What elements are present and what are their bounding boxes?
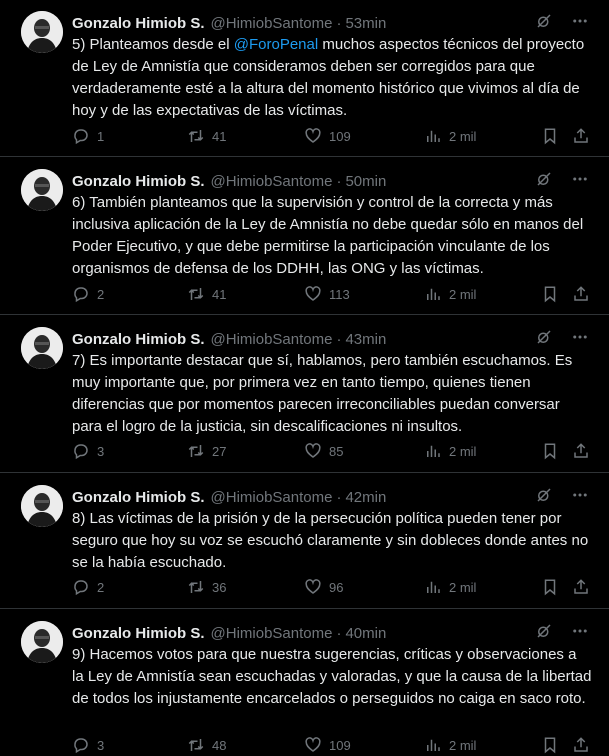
author-handle[interactable]: @HimiobSantome bbox=[210, 488, 333, 506]
timestamp[interactable]: 50min bbox=[345, 172, 387, 190]
like-icon bbox=[304, 736, 322, 754]
author-handle[interactable]: @HimiobSantome bbox=[210, 330, 333, 348]
bookmark-icon bbox=[541, 736, 559, 754]
separator-dot: · bbox=[336, 172, 342, 190]
repost-button[interactable] bbox=[187, 442, 226, 460]
like-button[interactable] bbox=[304, 578, 343, 596]
tweet[interactable] bbox=[0, 474, 609, 609]
tweet-header bbox=[72, 622, 589, 644]
like-count: 109 bbox=[329, 128, 351, 144]
share-button[interactable] bbox=[572, 578, 590, 596]
tweet-text bbox=[72, 192, 592, 280]
action-bar bbox=[72, 125, 589, 147]
like-icon bbox=[304, 127, 322, 145]
views-count: 2 mil bbox=[449, 443, 477, 459]
views-count: 2 mil bbox=[449, 128, 477, 144]
repost-button[interactable] bbox=[187, 578, 226, 596]
tweet-text-part: 7) Es importante destacar que sí, hablamos, pero también escuchamos. Es muy importante que, por primera vez en tanto tiempo, quienes tienen diferencias que por momentos parecen irreconciliables puedan conversar para el logro de la justicia, sin descalificaciones ni insultos. bbox=[72, 352, 573, 435]
timestamp[interactable]: 42min bbox=[345, 488, 387, 506]
avatar[interactable] bbox=[21, 485, 63, 527]
reply-icon bbox=[72, 736, 90, 754]
bookmark-button[interactable] bbox=[541, 442, 559, 460]
author-handle[interactable]: @HimiobSantome bbox=[210, 624, 333, 642]
like-button[interactable] bbox=[304, 285, 350, 303]
repost-icon bbox=[187, 736, 205, 754]
reply-count: 1 bbox=[97, 128, 105, 144]
tweet-text-part: muchos aspectos técnicos del proyecto de Ley de Amnistía que consideramos deben ser corregidos para que verdaderamente esté a la altura del momento histórico que vivimos al día de hoy y de las expectativas de las víctimas. bbox=[72, 36, 585, 119]
mention-link[interactable]: @ForoPenal bbox=[233, 36, 319, 53]
reply-count: 2 bbox=[97, 579, 105, 595]
like-button[interactable] bbox=[304, 442, 343, 460]
tweet-header bbox=[72, 328, 589, 350]
tweet[interactable] bbox=[0, 316, 609, 473]
views-button[interactable] bbox=[424, 442, 476, 460]
tweet-text-part: 8) Las víctimas de la prisión y de la persecución política pueden tener por seguro que hoy su voz se escuchó claramente y sin dobleces donde antes no se la había escuchado. bbox=[72, 510, 589, 571]
like-count: 85 bbox=[329, 443, 344, 459]
more-icon[interactable] bbox=[571, 328, 589, 350]
avatar[interactable] bbox=[21, 169, 63, 211]
like-count: 113 bbox=[329, 286, 350, 302]
grok-icon[interactable] bbox=[535, 486, 553, 508]
repost-count: 27 bbox=[212, 443, 227, 459]
more-icon[interactable] bbox=[571, 12, 589, 34]
views-button[interactable] bbox=[424, 578, 476, 596]
bookmark-button[interactable] bbox=[541, 127, 559, 145]
views-button[interactable] bbox=[424, 736, 476, 754]
author-name[interactable]: Gonzalo Himiob S. bbox=[72, 14, 205, 32]
timestamp[interactable]: 43min bbox=[345, 330, 387, 348]
repost-button[interactable] bbox=[187, 285, 226, 303]
repost-button[interactable] bbox=[187, 127, 226, 145]
author-name[interactable]: Gonzalo Himiob S. bbox=[72, 624, 205, 642]
views-button[interactable] bbox=[424, 127, 476, 145]
avatar[interactable] bbox=[21, 11, 63, 53]
views-icon bbox=[424, 736, 442, 754]
repost-count: 41 bbox=[212, 128, 227, 144]
action-bar bbox=[72, 440, 589, 462]
like-count: 96 bbox=[329, 579, 344, 595]
tweet-text-part: 9) Hacemos votos para que nuestra sugerencias, críticas y observaciones a la Ley de Amnistía sean escuchadas y valoradas, y que la causa de la libertad de todos los injustamente encarcelados o perseguidos no caiga en saco roto. bbox=[72, 646, 592, 707]
share-icon bbox=[572, 285, 590, 303]
views-icon bbox=[424, 285, 442, 303]
grok-icon[interactable] bbox=[535, 328, 553, 350]
reply-count: 2 bbox=[97, 286, 105, 302]
share-button[interactable] bbox=[572, 127, 590, 145]
bookmark-icon bbox=[541, 442, 559, 460]
tweet[interactable] bbox=[0, 0, 609, 157]
separator-dot: · bbox=[336, 488, 342, 506]
share-icon bbox=[572, 736, 590, 754]
reply-button[interactable] bbox=[72, 442, 104, 460]
share-button[interactable] bbox=[572, 736, 590, 754]
tweet-text-part: 5) Planteamos desde el bbox=[72, 36, 234, 53]
separator-dot: · bbox=[336, 330, 342, 348]
like-icon bbox=[304, 578, 322, 596]
repost-icon bbox=[187, 127, 205, 145]
repost-count: 36 bbox=[212, 579, 227, 595]
tweet-text bbox=[72, 508, 592, 574]
like-icon bbox=[304, 285, 322, 303]
action-bar bbox=[72, 576, 589, 598]
reply-count: 3 bbox=[97, 443, 105, 459]
tweet-text-part: 6) También planteamos que la supervisión y control de la correcta y más inclusiva aplicación de la Ley de Amnistía no debe quedar sólo en manos del Poder Ejecutivo, y que debe permitirse la participación vinculante de los organismos de defensa de los DDHH, las ONG y las víctimas. bbox=[72, 194, 584, 277]
tweet[interactable] bbox=[0, 158, 609, 315]
separator-dot: · bbox=[336, 14, 342, 32]
share-icon bbox=[572, 442, 590, 460]
author-name[interactable]: Gonzalo Himiob S. bbox=[72, 172, 205, 190]
separator-dot: · bbox=[336, 624, 342, 642]
like-count: 109 bbox=[329, 737, 351, 753]
tweet-text bbox=[72, 350, 592, 438]
share-button[interactable] bbox=[572, 285, 590, 303]
like-icon bbox=[304, 442, 322, 460]
reply-button[interactable] bbox=[72, 736, 104, 754]
grok-icon[interactable] bbox=[535, 170, 553, 192]
reply-icon bbox=[72, 127, 90, 145]
like-button[interactable] bbox=[304, 127, 351, 145]
action-bar bbox=[72, 283, 589, 305]
share-icon bbox=[572, 127, 590, 145]
grok-icon[interactable] bbox=[535, 12, 553, 34]
views-count: 2 mil bbox=[449, 286, 477, 302]
repost-icon bbox=[187, 285, 205, 303]
author-handle[interactable]: @HimiobSantome bbox=[210, 14, 333, 32]
reply-count: 3 bbox=[97, 737, 105, 753]
author-handle[interactable]: @HimiobSantome bbox=[210, 172, 333, 190]
views-count: 2 mil bbox=[449, 579, 477, 595]
like-button[interactable] bbox=[304, 736, 351, 754]
views-icon bbox=[424, 127, 442, 145]
share-button[interactable] bbox=[572, 442, 590, 460]
more-icon[interactable] bbox=[571, 170, 589, 192]
repost-count: 48 bbox=[212, 737, 227, 753]
tweet-header bbox=[72, 486, 589, 508]
bookmark-button[interactable] bbox=[541, 578, 559, 596]
author-name[interactable]: Gonzalo Himiob S. bbox=[72, 330, 205, 348]
reply-button[interactable] bbox=[72, 285, 104, 303]
reply-icon bbox=[72, 578, 90, 596]
tweet-header bbox=[72, 12, 589, 34]
repost-button[interactable] bbox=[187, 736, 226, 754]
repost-icon bbox=[187, 442, 205, 460]
views-icon bbox=[424, 578, 442, 596]
timestamp[interactable]: 53min bbox=[345, 14, 387, 32]
bookmark-button[interactable] bbox=[541, 736, 559, 754]
reply-button[interactable] bbox=[72, 578, 104, 596]
bookmark-button[interactable] bbox=[541, 285, 559, 303]
more-icon[interactable] bbox=[571, 486, 589, 508]
tweet-text bbox=[72, 34, 592, 122]
repost-icon bbox=[187, 578, 205, 596]
repost-count: 41 bbox=[212, 286, 227, 302]
avatar[interactable] bbox=[21, 621, 63, 663]
views-icon bbox=[424, 442, 442, 460]
bookmark-icon bbox=[541, 285, 559, 303]
author-name[interactable]: Gonzalo Himiob S. bbox=[72, 488, 205, 506]
views-button[interactable] bbox=[424, 285, 476, 303]
bookmark-icon bbox=[541, 127, 559, 145]
tweet-header bbox=[72, 170, 589, 192]
reply-button[interactable] bbox=[72, 127, 104, 145]
timestamp[interactable]: 40min bbox=[345, 624, 387, 642]
action-bar bbox=[72, 734, 589, 756]
share-icon bbox=[572, 578, 590, 596]
avatar[interactable] bbox=[21, 327, 63, 369]
reply-icon bbox=[72, 442, 90, 460]
tweet-text bbox=[72, 644, 592, 710]
more-icon[interactable] bbox=[571, 622, 589, 644]
reply-icon bbox=[72, 285, 90, 303]
tweet[interactable] bbox=[0, 610, 609, 753]
grok-icon[interactable] bbox=[535, 622, 553, 644]
bookmark-icon bbox=[541, 578, 559, 596]
views-count: 2 mil bbox=[449, 737, 477, 753]
